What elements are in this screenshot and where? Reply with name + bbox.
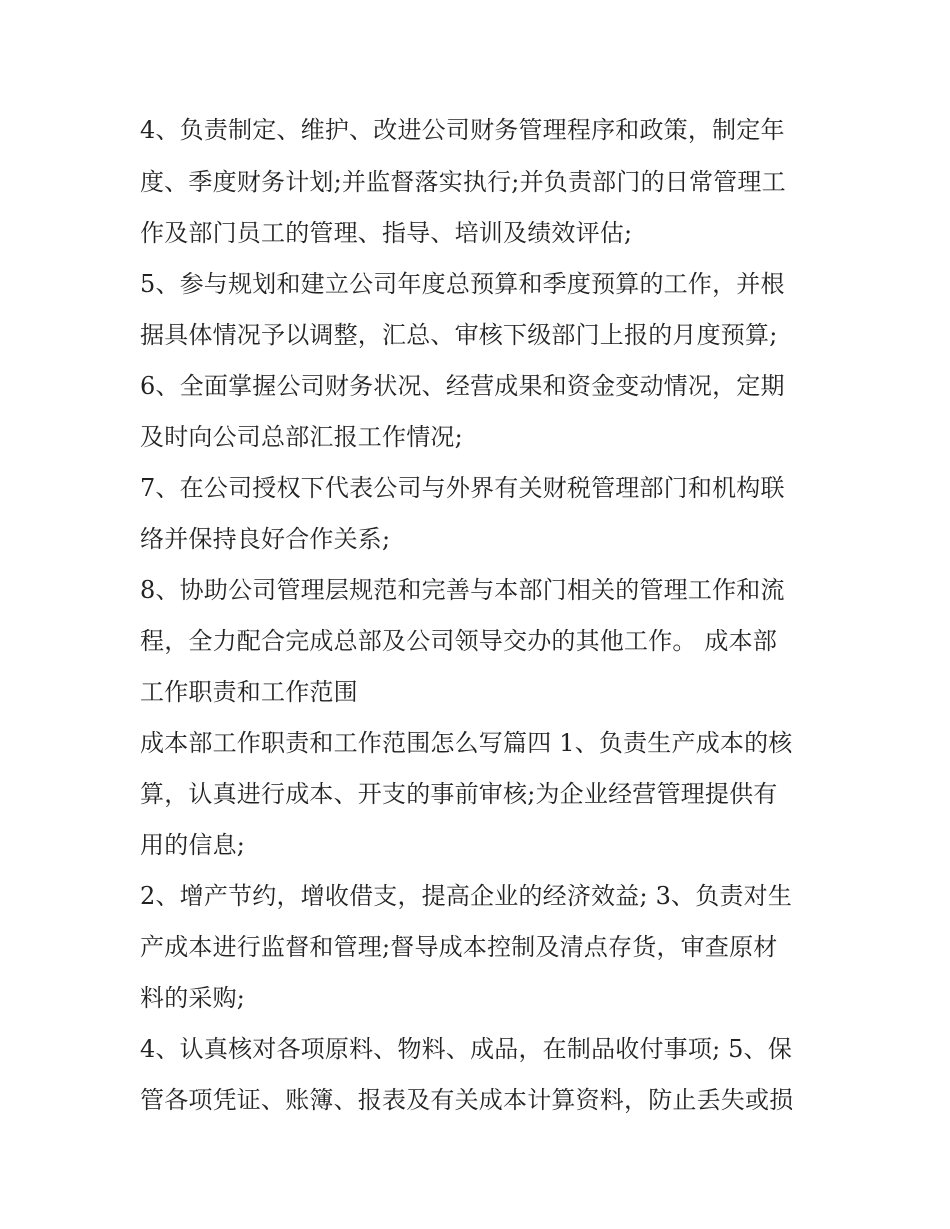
text-line: 据具体情况予以调整，汇总、审核下级部门上报的月度预算; [140,321,778,349]
text-line: 用的信息; [140,831,246,859]
text-line: 2、增产节约，增收借支，提高企业的经济效益; 3、负责对生 [140,882,793,910]
text-line: 算，认真进行成本、开支的事前审核;为企业经营管理提供有 [140,780,778,808]
text-line: 料的采购; [140,984,246,1012]
text-line: 管各项凭证、账簿、报表及有关成本计算资料，防止丢失或损 [140,1086,794,1114]
text-line: 工作职责和工作范围 [140,678,358,706]
text-line: 成本部工作职责和工作范围怎么写篇四 1、负责生产成本的核 [140,729,793,757]
text-line: 6、全面掌握公司财务状况、经营成果和资金变动情况，定期 [140,372,785,400]
text-line: 产成本进行监督和管理;督导成本控制及清点存货，审查原材 [140,933,778,961]
text-line: 5、参与规划和建立公司年度总预算和季度预算的工作，并根 [140,270,785,298]
text-line: 4、认真核对各项原料、物料、成品，在制品收付事项; 5、保 [140,1035,793,1063]
text-line: 作及部门员工的管理、指导、培训及绩效评估; [140,219,633,247]
text-line: 程，全力配合完成总部及公司领导交办的其他工作。 成本部 [140,627,778,655]
text-line: 8、协助公司管理层规范和完善与本部门相关的管理工作和流 [140,576,785,604]
text-line: 4、负责制定、维护、改进公司财务管理程序和政策，制定年 [140,116,785,144]
text-line: 度、季度财务计划;并监督落实执行;并负责部门的日常管理工 [140,168,786,196]
text-line: 及时向公司总部汇报工作情况; [140,423,463,451]
text-line: 络并保持良好合作关系; [140,525,391,553]
text-line: 7、在公司授权下代表公司与外界有关财税管理部门和机构联 [140,474,785,502]
